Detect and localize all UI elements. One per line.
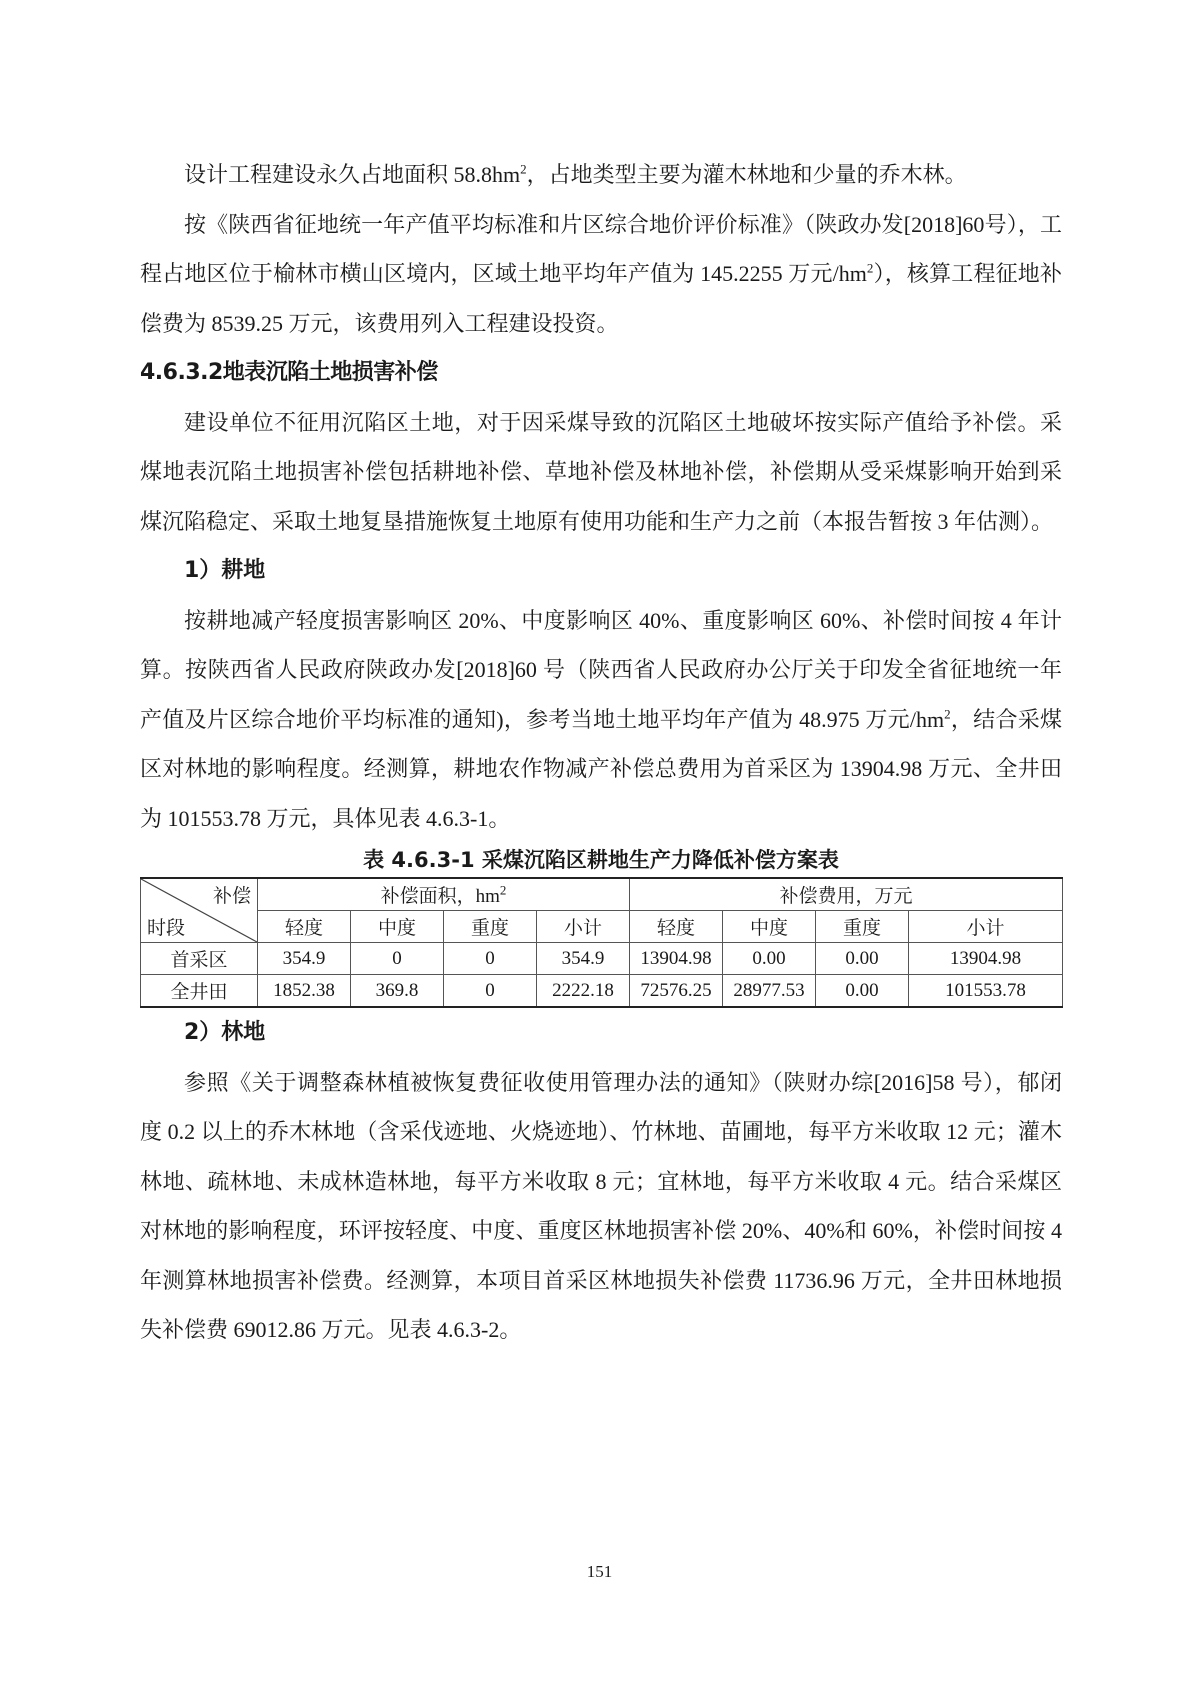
table-cell: 0.00 xyxy=(723,943,816,975)
text: ，结合采煤区对林地的影响程度。经测算，耕地农作物减产补偿总费用为首采区为 13904.98 万元、全井田为 101553.78 万元，具体见表 4.6.3-1。 xyxy=(140,706,1062,831)
section-heading: 4.6.3.2地表沉陷土地损害补偿 xyxy=(140,360,438,385)
subheader-cell: 中度 xyxy=(351,911,444,943)
text: 按《陕西省征地统一年产值平均标准和片区综合地价评价标准》（陕政办发[2018]60号），工程占地区位于榆林市横山区境内，区域土地平均年产值为 145.2255 万元/hm xyxy=(140,211,1062,286)
corner-label-bottom: 时段 xyxy=(147,918,186,939)
table-cell: 28977.53 xyxy=(723,975,816,1008)
table-row xyxy=(141,943,1063,975)
paragraph-farmland xyxy=(140,596,1062,844)
subheading-forestland: 2）林地 xyxy=(184,1020,266,1045)
subheader-cell: 中度 xyxy=(723,911,816,943)
table-title: 表 4.6.3-1 采煤沉陷区耕地生产力降低补偿方案表 xyxy=(363,848,839,872)
text: 补偿面积，hm xyxy=(380,886,500,907)
paragraph-forestland: 参照《关于调整森林植被恢复费征收使用管理办法的通知》（陕财办综[2016]58 号），郁闭度 0.2 以上的乔木林地（含采伐迹地、火烧迹地）、竹林地、苗圃地，每平方米收取 12 元；灌木林地、疏林地、未成林造林地，每平方米收取 8 元；宜林地，每平方米收取 4 元。结合采煤区对林地的影响程度，环评按轻度、中度、重度区林地损害补偿 20%、40%和 60%，补偿时间按 4 年测算林地损害补偿费。经测算，本项目首采区林地损失补偿费 11736.96 万元，全井田林地损失补偿费 69012.86 万元。见表 4.6.3-2。 xyxy=(140,1069,1062,1342)
row-label: 首采区 xyxy=(141,943,258,975)
subheader-cell: 重度 xyxy=(816,911,909,943)
subheader-cell: 轻度 xyxy=(630,911,723,943)
row-label: 全井田 xyxy=(141,975,258,1008)
text: 设计工程建设永久占地面积 58.8hm xyxy=(184,162,521,187)
table-cell: 0.00 xyxy=(816,943,909,975)
paragraph-land-area xyxy=(140,150,1062,200)
superscript: 2 xyxy=(866,260,874,276)
table-cell: 0 xyxy=(444,943,537,975)
paragraph-land-compensation xyxy=(140,200,1062,349)
table-cell: 101553.78 xyxy=(909,975,1063,1008)
table-cell: 72576.25 xyxy=(630,975,723,1008)
table-cell: 354.9 xyxy=(258,943,351,975)
document-page xyxy=(140,150,1062,1355)
paragraph-subsidence: 建设单位不征用沉陷区土地，对于因采煤导致的沉陷区土地破坏按实际产值给予补偿。采煤地表沉陷土地损害补偿包括耕地补偿、草地补偿及林地补偿，补偿期从受采煤影响开始到采煤沉陷稳定、采取土地复垦措施恢复土地原有使用功能和生产力之前（本报告暂按 3 年估测）。 xyxy=(140,409,1062,534)
superscript: 2 xyxy=(944,706,951,722)
text: 按耕地减产轻度损害影响区 20%、中度影响区 40%、重度影响区 60%、补偿时间按 4 年计算。按陕西省人民政府陕政办发[2018]60 号（陕西省人民政府办公厅关于印发全省征地统一年产值及片区综合地价平均标准的通知)，参考当地土地平均年产值为 48.975 万元/hm xyxy=(140,607,1062,732)
table-cell: 13904.98 xyxy=(630,943,723,975)
group-header-area xyxy=(258,878,630,911)
table-header-row xyxy=(141,878,1063,911)
superscript: 2 xyxy=(499,882,507,898)
table-cell: 0 xyxy=(351,943,444,975)
group-header-cost: 补偿费用，万元 xyxy=(630,878,1063,911)
compensation-table xyxy=(140,877,1063,1008)
text: ），核算工程征地补偿费为 8539.25 万元，该费用列入工程建设投资。 xyxy=(140,261,1062,336)
subheader-cell: 小计 xyxy=(909,911,1063,943)
diagonal-header-cell xyxy=(141,878,258,943)
table-cell: 0 xyxy=(444,975,537,1008)
subheader-cell: 重度 xyxy=(444,911,537,943)
text: ，占地类型主要为灌木林地和少量的乔木林。 xyxy=(526,162,967,187)
table-cell: 13904.98 xyxy=(909,943,1063,975)
table-subheader-row xyxy=(141,911,1063,943)
superscript: 2 xyxy=(520,161,527,177)
corner-label-top: 补偿 xyxy=(212,886,251,907)
table-cell: 2222.18 xyxy=(537,975,630,1008)
table-cell: 1852.38 xyxy=(258,975,351,1008)
table-cell: 354.9 xyxy=(537,943,630,975)
table-cell: 369.8 xyxy=(351,975,444,1008)
table-row xyxy=(141,975,1063,1008)
subheader-cell: 小计 xyxy=(537,911,630,943)
page-number: 151 xyxy=(586,1562,613,1581)
subheading-farmland: 1）耕地 xyxy=(184,558,266,583)
subheader-cell: 轻度 xyxy=(258,911,351,943)
table-cell: 0.00 xyxy=(816,975,909,1008)
